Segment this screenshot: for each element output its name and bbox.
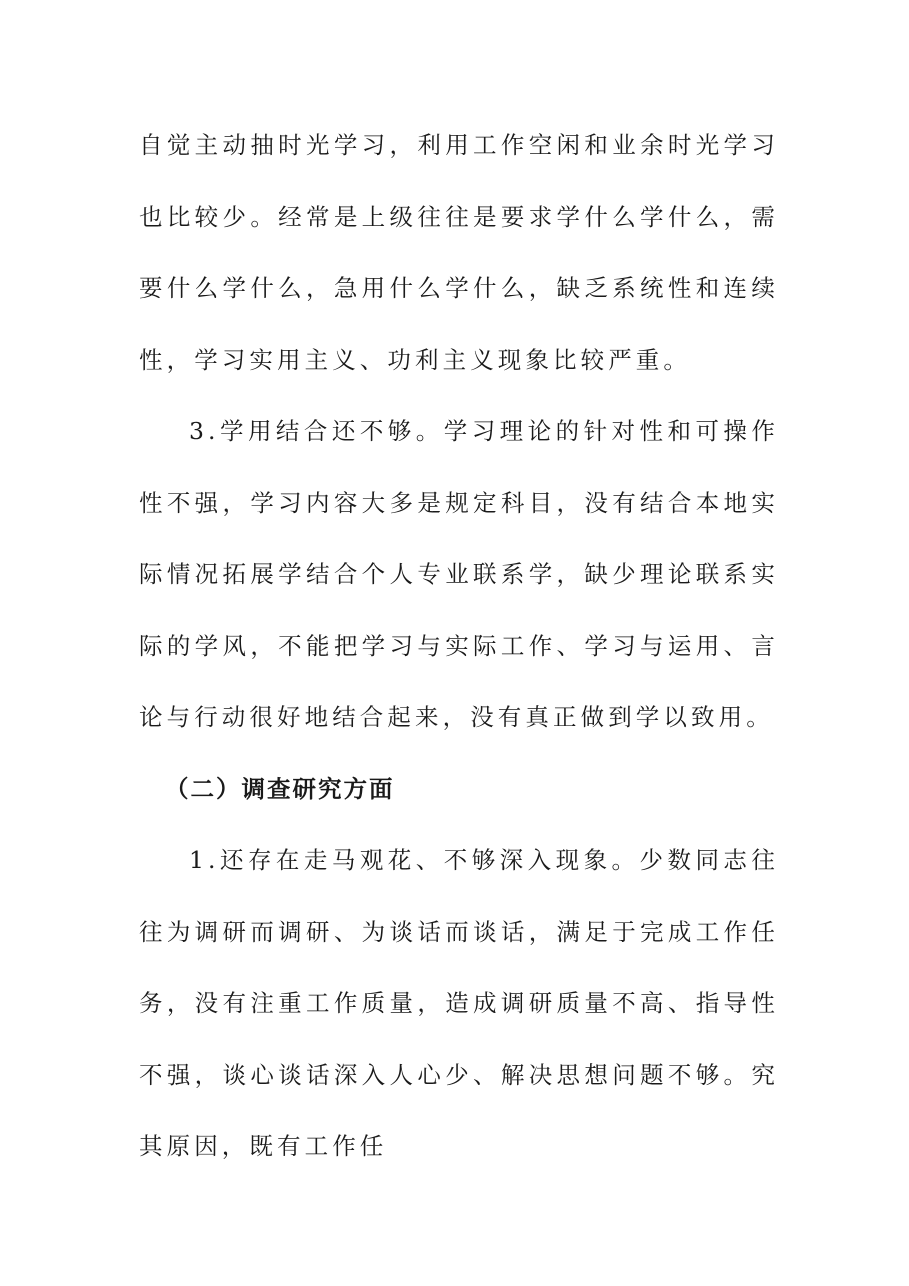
section-heading: （二）调查研究方面 xyxy=(165,774,395,803)
body-paragraph: 自觉主动抽时光学习，利用工作空闲和业余时光学习也比较少。经常是上级往往是要求学什么学什么，需要什么学什么，急用什么学什么，缺乏系统性和连续性，学习实用主义、功利主义现象比较严重。 xyxy=(139,131,779,374)
document-body xyxy=(139,110,779,1183)
body-paragraph: 1.还存在走马观花、不够深入现象。少数同志往往为调研而调研、为谈话而谈话，满足于完成工作任务，没有注重工作质量，造成调研质量不高、指导性不强，谈心谈话深入人心少、解决思想问题不够。究其原因，既有工作任 xyxy=(139,846,779,1160)
body-paragraph: 3.学用结合还不够。学习理论的针对性和可操作性不强，学习内容大多是规定科目，没有结合本地实际情况拓展学结合个人专业联系学，缺少理论联系实际的学风，不能把学习与实际工作、学习与运用、言论与行动很好地结合起来，没有真正做到学以致用。 xyxy=(139,417,779,731)
